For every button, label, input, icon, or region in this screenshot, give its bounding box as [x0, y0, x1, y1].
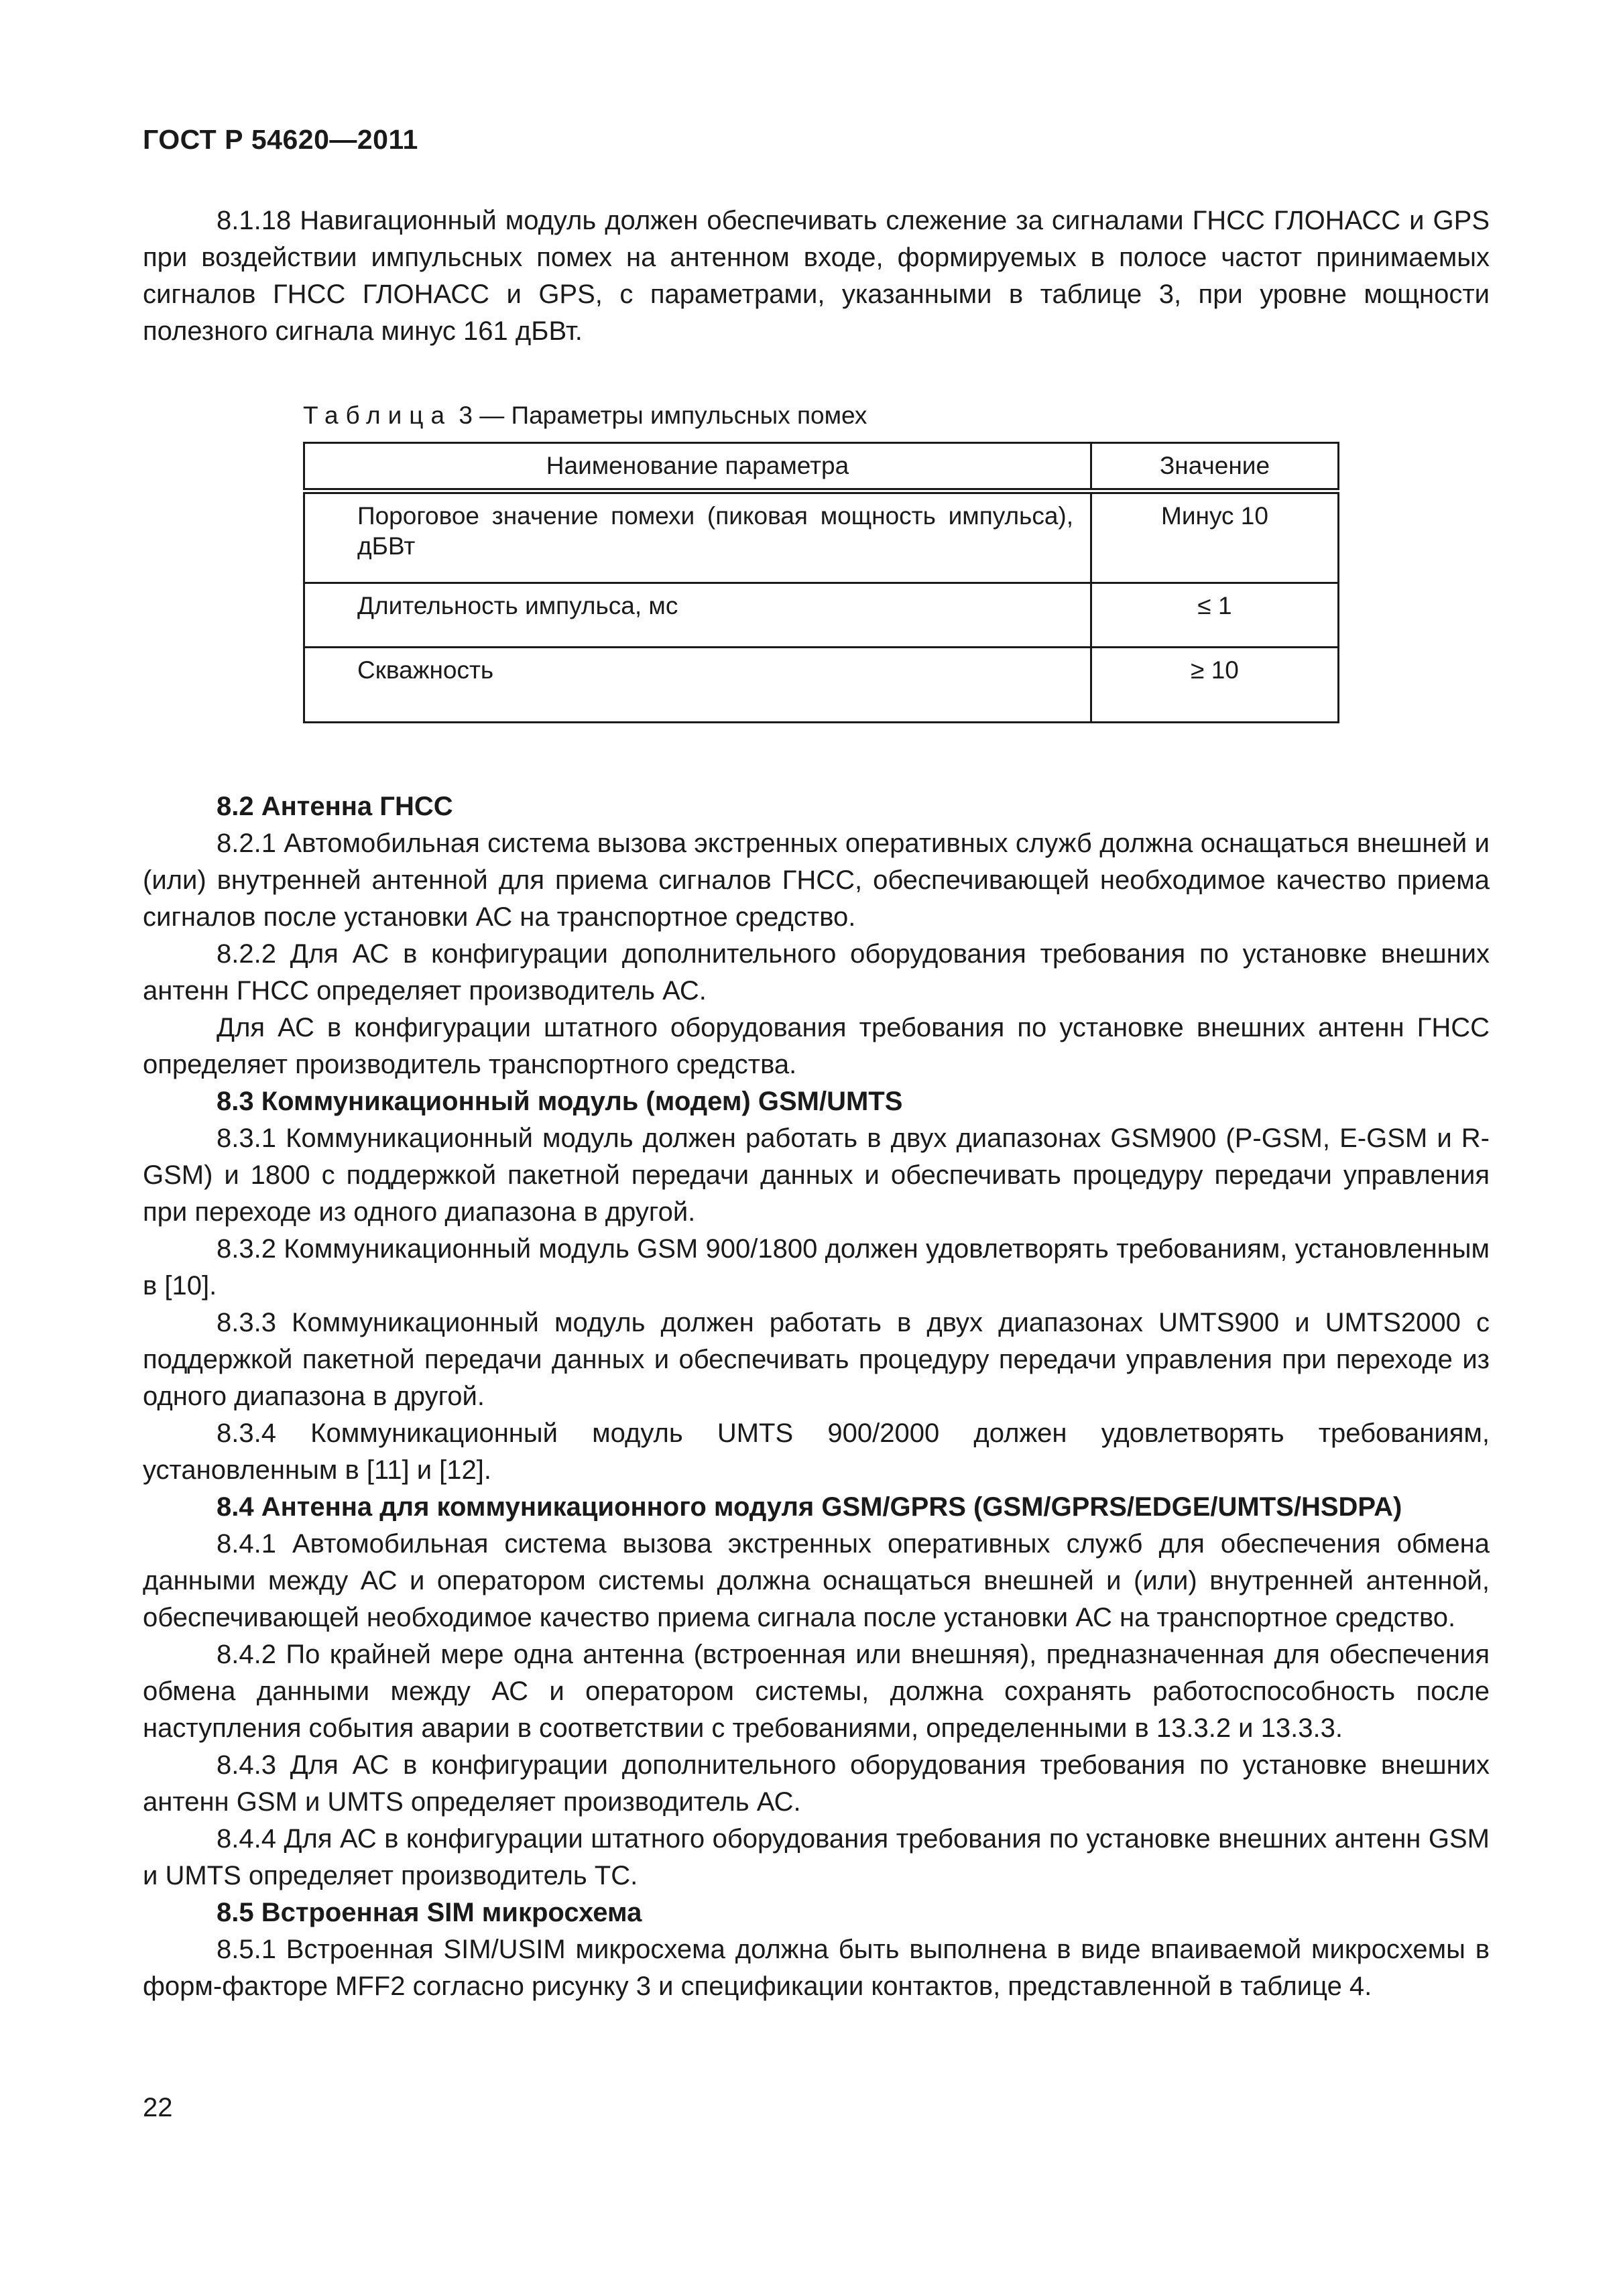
- body-sections: [143, 788, 1490, 2005]
- table-cell-name: Длительность импульса, мс: [304, 583, 1091, 648]
- page-number: 22: [143, 2093, 173, 2122]
- intro-paragraph-block: [143, 202, 1490, 350]
- section-heading: 8.5 Встроенная SIM микросхема: [217, 1898, 642, 1927]
- table-caption-label: Таблица: [303, 402, 453, 429]
- paragraph: 8.4.1 Автомобильная система вызова экстренных оперативных служб для обеспечения обмена данными между АС и оператором системы должна оснащаться внешней и (или) внутренней антенной, обеспечивающей необходимое качество приема сигнала после установки АС на транспортное средство.: [143, 1529, 1490, 1632]
- table-row: [304, 648, 1339, 723]
- paragraph: Для АС в конфигурации штатного оборудования требования по установке внешних антенн ГНСС определяет производитель транспортного средства.: [143, 1013, 1490, 1079]
- table-header-value: Значение: [1091, 443, 1339, 491]
- paragraph: 8.2.1 Автомобильная система вызова экстренных оперативных служб должна оснащаться внешней и (или) внутренней антенной для приема сигналов ГНСС, обеспечивающей необходимое качество приема сигналов после установки АС на транспортное средство.: [143, 829, 1490, 932]
- table-row: [304, 491, 1339, 583]
- section-heading: 8.4 Антенна для коммуникационного модуля GSM/GPRS (GSM/GPRS/EDGE/UMTS/HSDPA): [217, 1492, 1402, 1522]
- table-caption-text: 3 — Параметры импульсных помех: [459, 402, 867, 429]
- table-cell-value: Минус 10: [1091, 491, 1339, 583]
- table-cell-name: Скважность: [304, 648, 1091, 723]
- table-row: [304, 583, 1339, 648]
- table-cell-value: ≤ 1: [1091, 583, 1339, 648]
- paragraph: 8.2.2 Для АС в конфигурации дополнительного оборудования требования по установке внешних антенн ГНСС определяет производитель АС.: [143, 939, 1490, 1006]
- table-cell-value: ≥ 10: [1091, 648, 1339, 723]
- paragraph: 8.4.2 По крайней мере одна антенна (встроенная или внешняя), предназначенная для обеспечения обмена данными между АС и оператором системы, должна сохранять работоспособность после наступления события аварии в соответствии с требованиями, определенными в 13.3.2 и 13.3.3.: [143, 1640, 1490, 1743]
- paragraph: 8.4.3 Для АС в конфигурации дополнительного оборудования требования по установке внешних антенн GSM и UMTS определяет производитель АС.: [143, 1750, 1490, 1817]
- section-heading: 8.2 Антенна ГНСС: [217, 792, 453, 821]
- paragraph: 8.3.1 Коммуникационный модуль должен работать в двух диапазонах GSM900 (P-GSM, E-GSM и R-GSM) и 1800 с поддержкой пакетной передачи данных и обеспечивать процедуру передачи управления при переходе из одного диапазона в другой.: [143, 1124, 1490, 1227]
- paragraph: 8.1.18 Навигационный модуль должен обеспечивать слежение за сигналами ГНСС ГЛОНАСС и GPS при воздействии импульсных помех на антенном входе, формируемых в полосе частот принимаемых сигналов ГНСС ГЛОНАСС и GPS, с параметрами, указанными в таблице 3, при уровне мощности полезного сигнала минус 161 дБВт.: [143, 206, 1490, 346]
- paragraph: 8.3.2 Коммуникационный модуль GSM 900/1800 должен удовлетворять требованиям, установленным в [10].: [143, 1234, 1490, 1301]
- paragraph: 8.3.3 Коммуникационный модуль должен работать в двух диапазонах UMTS900 и UMTS2000 с поддержкой пакетной передачи данных и обеспечивать процедуру передачи управления при переходе из одного диапазона в другой.: [143, 1308, 1490, 1411]
- section-heading: 8.3 Коммуникационный модуль (модем) GSM/UMTS: [217, 1087, 903, 1116]
- paragraph: 8.4.4 Для АС в конфигурации штатного оборудования требования по установке внешних антенн GSM и UMTS определяет производитель ТС.: [143, 1824, 1490, 1890]
- paragraph: 8.5.1 Встроенная SIM/USIM микросхема должна быть выполнена в виде впаиваемой микросхемы в форм-факторе MFF2 согласно рисунку 3 и спецификации контактов, представленной в таблице 4.: [143, 1935, 1490, 2001]
- parameters-table: [303, 442, 1339, 723]
- paragraph: 8.3.4 Коммуникационный модуль UMTS 900/2000 должен удовлетворять требованиям, установленным в [11] и [12].: [143, 1418, 1490, 1485]
- document-header: ГОСТ Р 54620—2011: [143, 124, 418, 155]
- table-cell-name: Пороговое значение помехи (пиковая мощность импульса), дБВт: [304, 491, 1091, 583]
- table-header-name: Наименование параметра: [304, 443, 1091, 491]
- table-caption: [303, 400, 867, 432]
